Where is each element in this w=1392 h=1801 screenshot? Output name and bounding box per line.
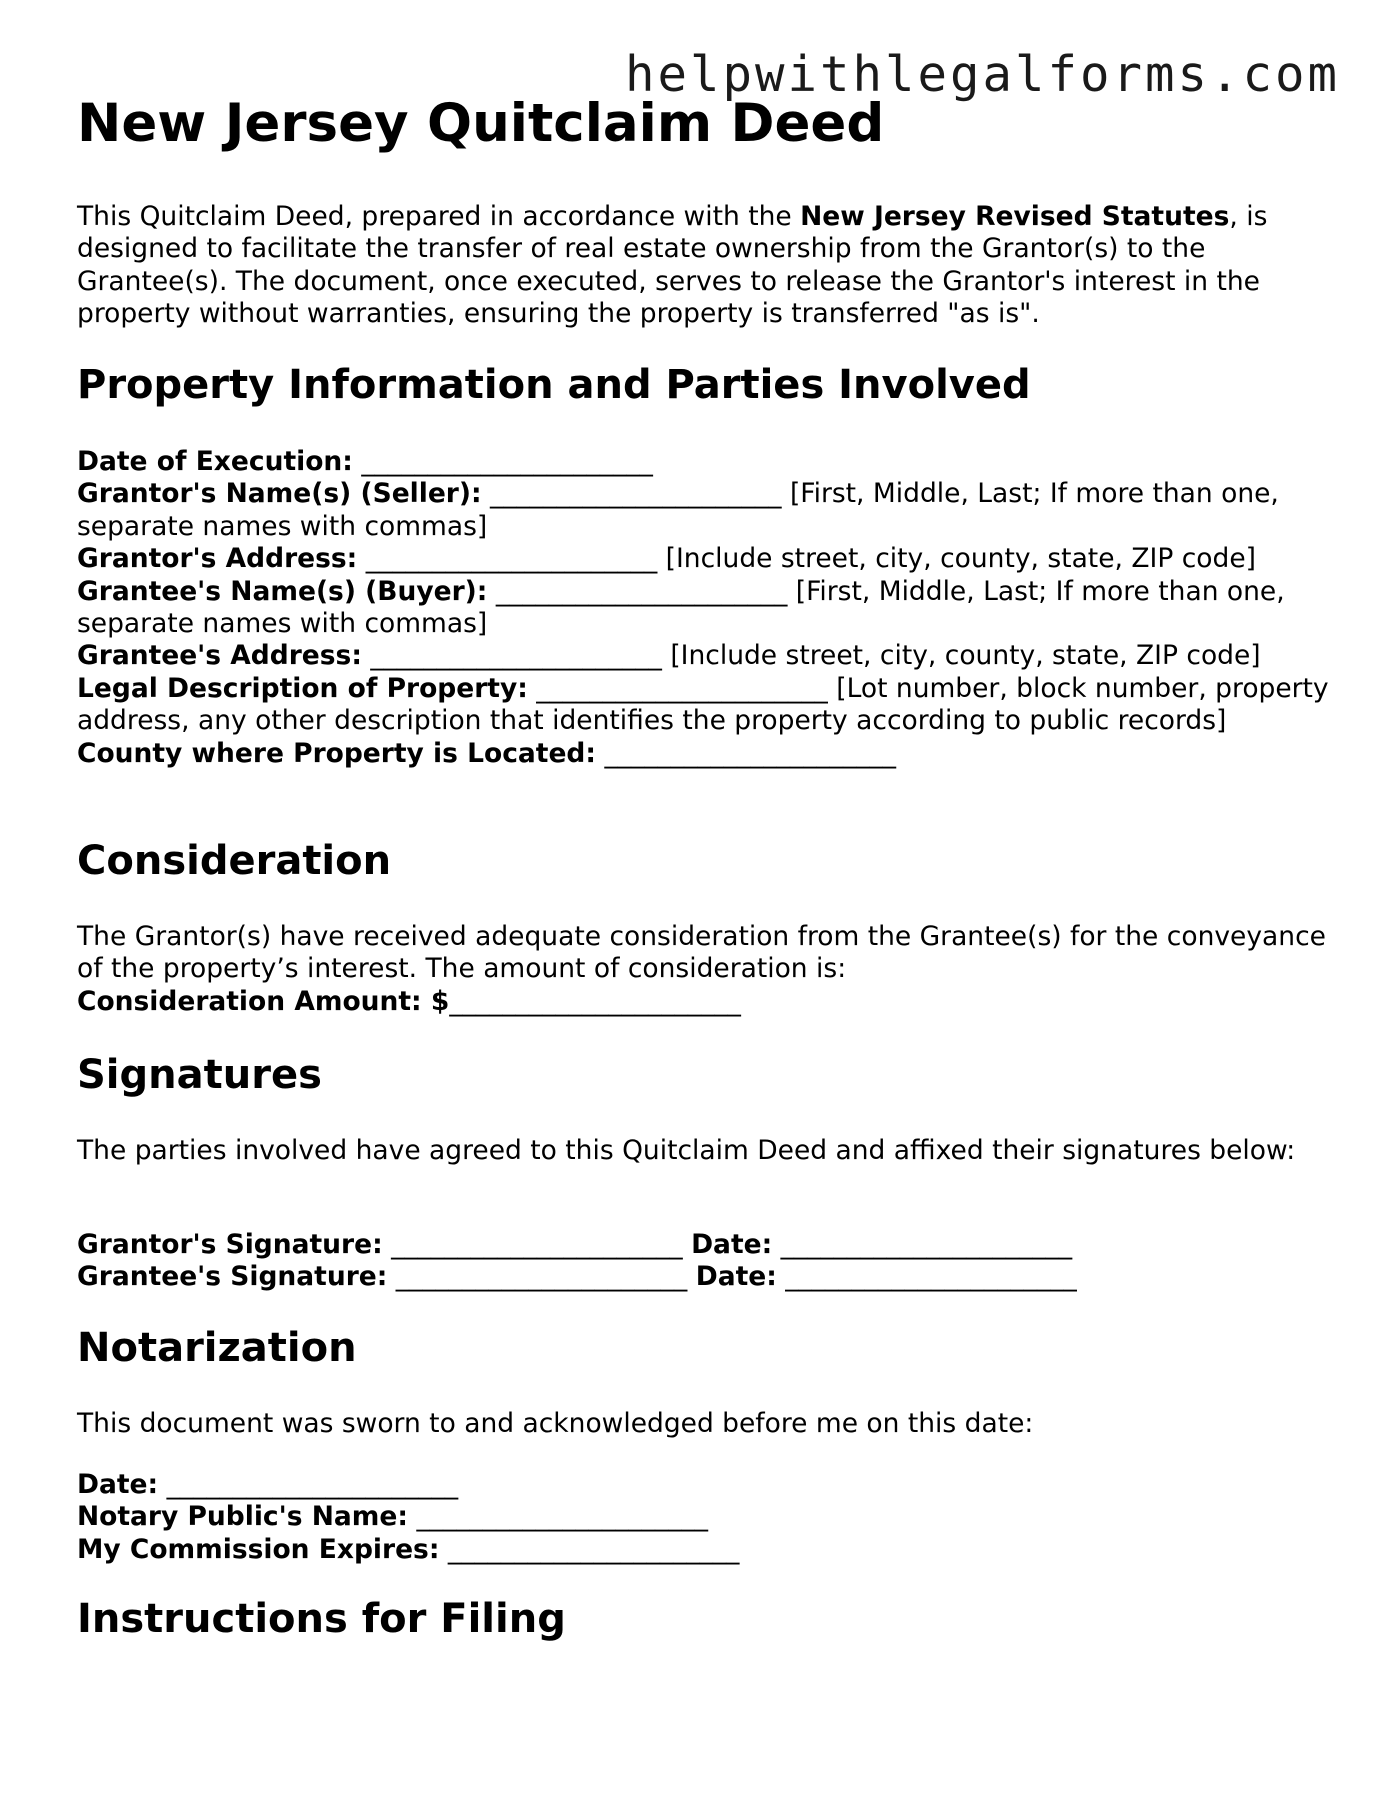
document-title: New Jersey Quitclaim Deed [77, 93, 885, 154]
consideration-amount-blank[interactable]: ______________________ [449, 985, 741, 1017]
grantee-date-blank[interactable]: ______________________ [785, 1261, 1077, 1293]
site-watermark: helpwithlegalforms.com [624, 46, 1340, 103]
grantor-address-blank[interactable]: ______________________ [365, 543, 658, 575]
notarization-text: This document was sworn to and acknowledged before me on this date: [77, 1408, 1034, 1439]
consideration-block [77, 921, 1332, 1018]
grantor-signature-blank[interactable]: ______________________ [391, 1229, 683, 1260]
grantor-name-note: [First, Middle, Last; If more than one, separate names with commas] [77, 478, 1279, 542]
grantee-signature-blank[interactable]: ______________________ [395, 1261, 688, 1293]
field-grantee-address: Grantee's Address: ______________________ [Include street, city, county, state, ZIP code] [77, 640, 1261, 672]
field-notary-name: Notary Public's Name: ______________________ [77, 1501, 708, 1533]
signature-fields [77, 1229, 1332, 1294]
notarization-heading: Notarization [77, 1325, 357, 1371]
intro-text-start: This Quitclaim Deed, prepared in accordance with the [77, 201, 801, 232]
notary-fields [77, 1469, 1332, 1566]
grantee-address-note: [Include street, city, county, state, ZIP code] [670, 640, 1261, 672]
grantee-name-note: [First, Middle, Last; If more than one, separate names with commas] [77, 575, 1285, 640]
grantor-address-note: [Include street, city, county, state, ZIP code] [665, 543, 1256, 575]
signatures-text: The parties involved have agreed to this Quitclaim Deed and affixed their signatures below: [77, 1135, 1296, 1166]
county-blank[interactable]: ______________________ [604, 737, 896, 769]
field-grantor-address: Grantor's Address: ______________________ [Include street, city, county, state, ZIP code] [77, 543, 1256, 575]
field-commission-expires: My Commission Expires: ______________________ [77, 1533, 740, 1565]
field-notary-date: Date: ______________________ [77, 1469, 459, 1500]
field-date-of-execution: Date of Execution: ______________________ [77, 446, 653, 477]
field-consideration-amount: Consideration Amount: $______________________ [77, 985, 741, 1017]
field-grantee-name: Grantee's Name(s) (Buyer): ______________________ [First, Middle, Last; If more than one, separate names with commas] [77, 575, 1285, 640]
field-grantor-name: Grantor's Name(s) (Seller): ______________________ [First, Middle, Last; If more than one, separate names with commas] [77, 478, 1279, 542]
intro-text-end: , is designed to facilitate the transfer of real estate ownership from the Grantor(s) to the Grantee(s). The document, once executed, serves to release the Grantor's interest in the property without warranties, ensuring the property is transferred "as is". [77, 201, 1268, 330]
consideration-heading: Consideration [77, 838, 392, 884]
legal-description-note: [Lot number, block number, property address, any other description that identifies the property according to public records] [77, 672, 1329, 737]
consideration-text: The Grantor(s) have received adequate consideration from the Grantee(s) for the conveyance of the property’s interest. The amount of consideration is: [77, 921, 1326, 985]
grantor-name-blank[interactable]: ______________________ [490, 478, 782, 510]
grantor-signature-row: Grantor's Signature: ______________________ Date: ______________________ [77, 1229, 1073, 1260]
commission-expires-blank[interactable]: ______________________ [447, 1533, 740, 1565]
signatures-heading: Signatures [77, 1052, 322, 1098]
grantor-date-blank[interactable]: ______________________ [780, 1229, 1073, 1260]
field-legal-description: Legal Description of Property: ______________________ [Lot number, block number, property address, any other description that identifies the property according to public records] [77, 672, 1329, 737]
notary-name-blank[interactable]: ______________________ [416, 1501, 708, 1533]
intro-paragraph [77, 201, 1332, 331]
grantee-address-blank[interactable]: ______________________ [370, 640, 662, 672]
legal-description-blank[interactable]: ______________________ [536, 672, 828, 704]
notary-date-blank[interactable]: ______________________ [166, 1469, 459, 1500]
property-fields [77, 446, 1332, 770]
grantee-signature-row: Grantee's Signature: ______________________ Date: ______________________ [77, 1261, 1077, 1293]
property-section-heading: Property Information and Parties Involved [77, 362, 1031, 408]
intro-statute-name: New Jersey Revised Statutes [800, 201, 1230, 232]
field-county: County where Property is Located: ______________________ [77, 737, 896, 769]
grantee-name-blank[interactable]: ______________________ [495, 575, 788, 607]
filing-heading: Instructions for Filing [77, 1596, 566, 1642]
date-of-execution-blank[interactable]: ______________________ [361, 446, 653, 477]
